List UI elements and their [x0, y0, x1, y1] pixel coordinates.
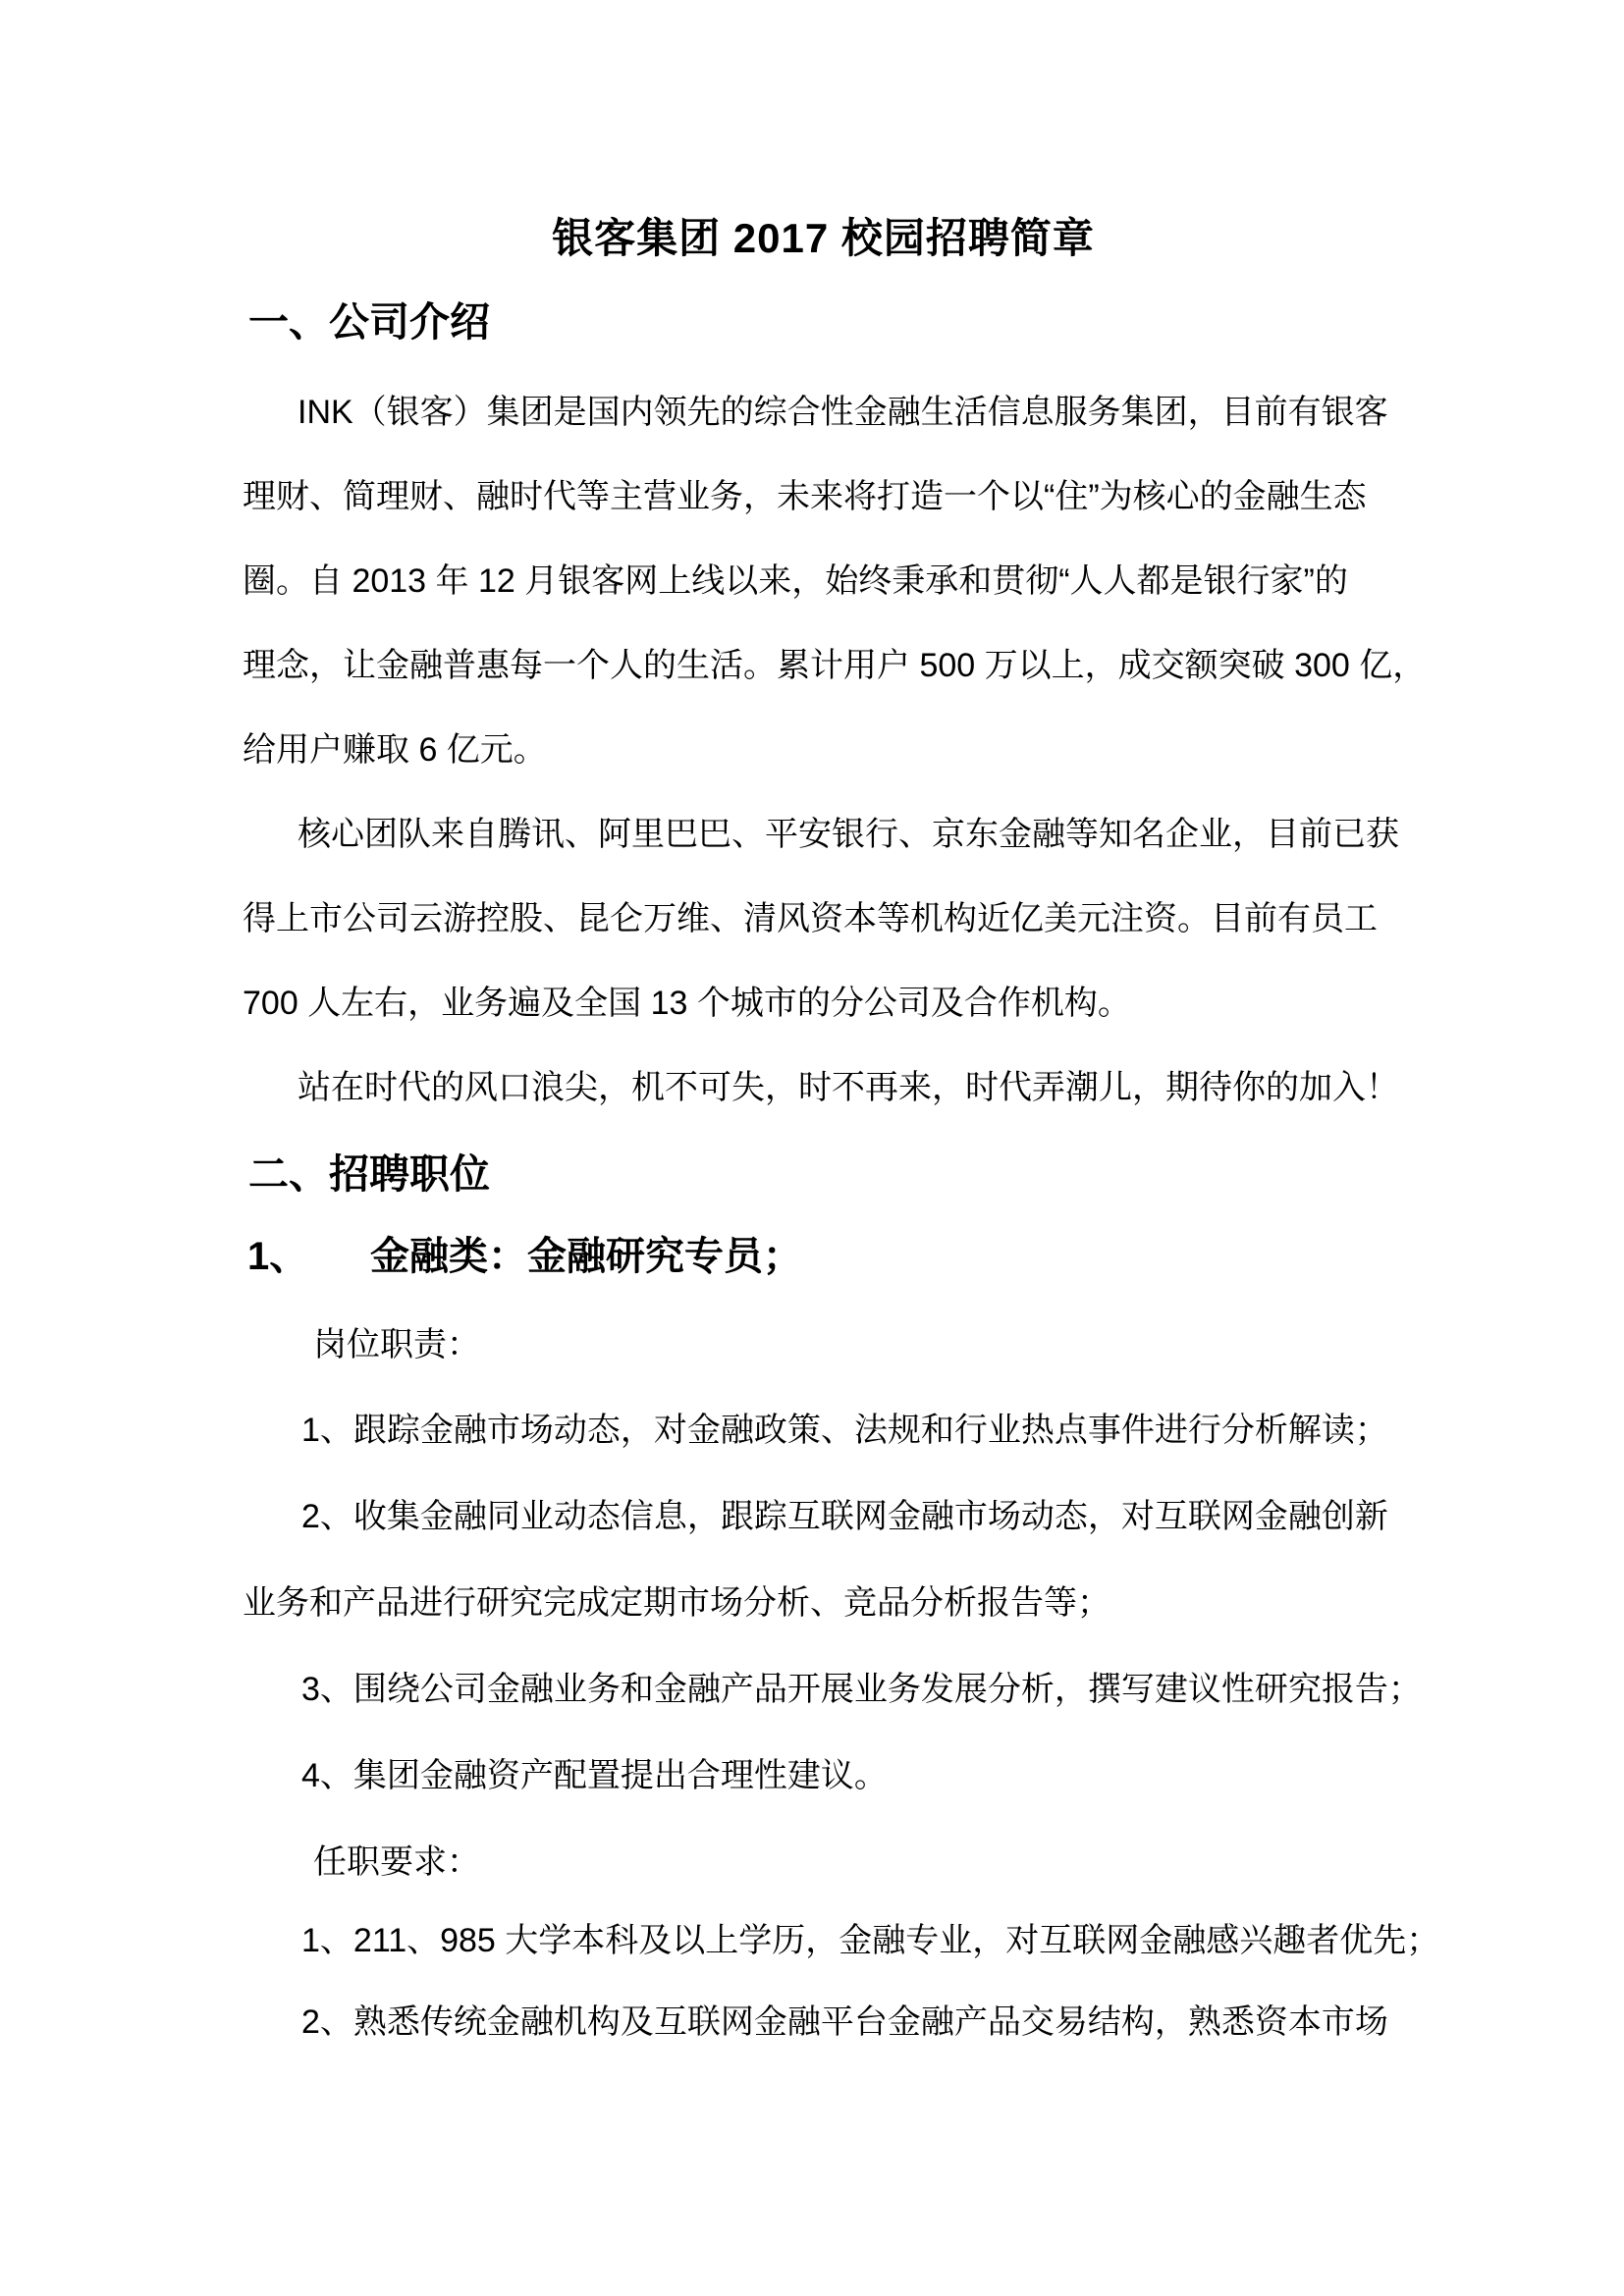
- document-title: 银客集团 2017 校园招聘简章: [552, 215, 1095, 261]
- text-line: 700 人左右，业务遍及全国 13 个城市的分公司及合作机构。: [243, 985, 1131, 1022]
- requirement-item: 2、熟悉传统金融机构及互联网金融平台金融产品交易结构，熟悉资本市场: [301, 2003, 1388, 2041]
- job-title: 金融类：金融研究专员；: [370, 1235, 802, 1278]
- requirements-label: 任职要求：: [313, 1843, 480, 1881]
- requirement-item: 1、211、985 大学本科及以上学历，金融专业，对互联网金融感兴趣者优先；: [301, 1922, 1440, 1959]
- text-line: INK（银客）集团是国内领先的综合性金融生活信息服务集团，目前有银客: [298, 394, 1388, 431]
- duty-item: 4、集团金融资产配置提出合理性建议。: [301, 1757, 888, 1794]
- duty-item-continuation: 业务和产品进行研究完成定期市场分析、竞品分析报告等；: [243, 1584, 1110, 1622]
- section-heading-company-intro: 一、公司介绍: [248, 299, 490, 345]
- job-number: 1、: [247, 1235, 309, 1278]
- text-line: 圈。自 2013 年 12 月银客网上线以来，始终秉承和贯彻“人人都是银行家”的: [243, 562, 1348, 600]
- job-category-line: [243, 1233, 1480, 1280]
- text-line: 得上市公司云游控股、昆仑万维、清风资本等机构近亿美元注资。目前有员工: [243, 900, 1378, 937]
- duty-item: 1、跟踪金融市场动态，对金融政策、法规和行业热点事件进行分析解读；: [301, 1412, 1388, 1449]
- text-line: 核心团队来自腾讯、阿里巴巴、平安银行、京东金融等知名企业，目前已获: [298, 816, 1399, 853]
- duty-item: 2、收集金融同业动态信息，跟踪互联网金融市场动态，对互联网金融创新: [301, 1498, 1388, 1535]
- text-line: 给用户赚取 6 亿元。: [243, 731, 547, 769]
- section-heading-positions: 二、招聘职位: [248, 1151, 490, 1197]
- text-line: 站在时代的风口浪尖，机不可失，时不再来，时代弄潮儿，期待你的加入！: [298, 1069, 1399, 1106]
- text-line: 理财、简理财、融时代等主营业务，未来将打造一个以“住”为核心的金融生态: [243, 478, 1367, 515]
- duty-item: 3、围绕公司金融业务和金融产品开展业务发展分析，撰写建议性研究报告；: [301, 1671, 1422, 1708]
- text-line: 理念，让金融普惠每一个人的生活。累计用户 500 万以上，成交额突破 300 亿，: [243, 647, 1427, 684]
- duties-label: 岗位职责：: [313, 1326, 480, 1363]
